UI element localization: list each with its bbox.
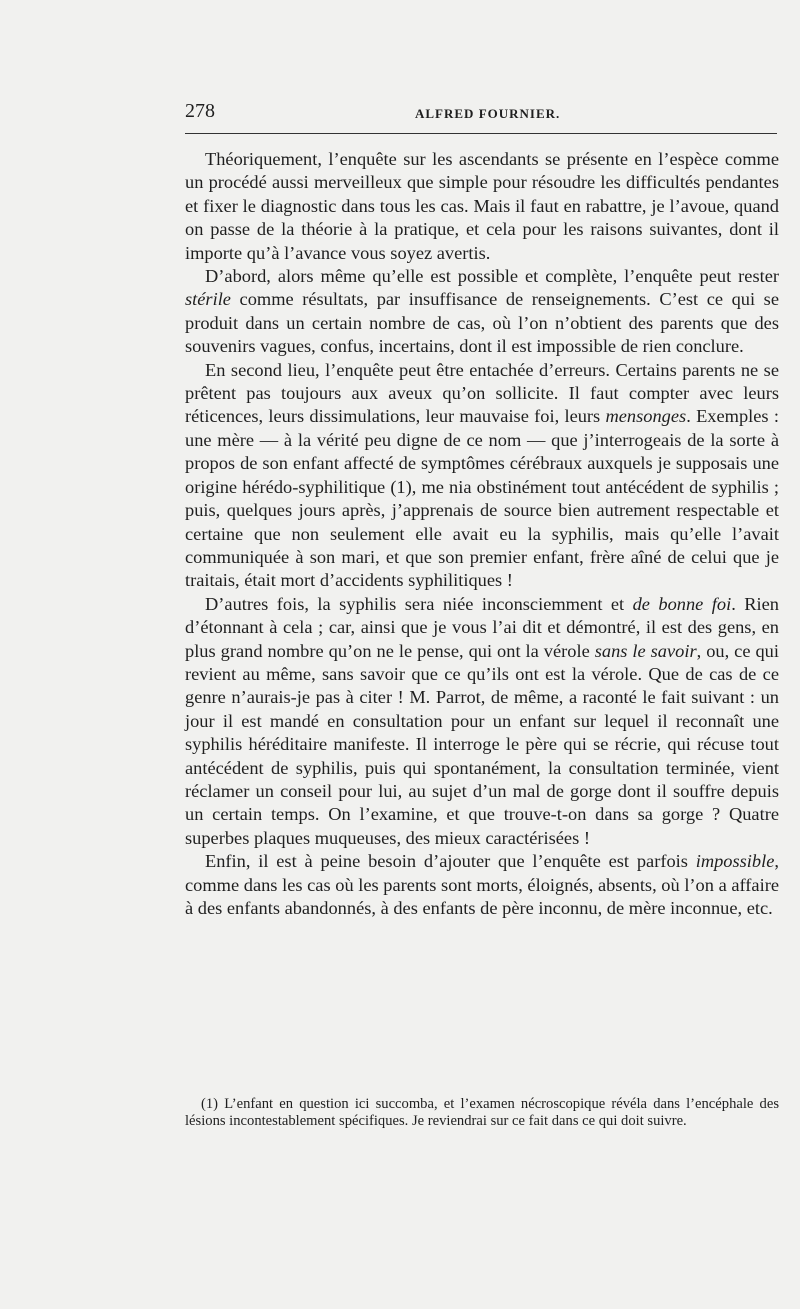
page-number: 278 bbox=[185, 100, 215, 122]
text-run: . Rien d’étonnant à cela ; car, ainsi que je vous l’ai dit et démontré, il est des gens, en plus grand nombre qu’on ne le pense, qui ont la vérole bbox=[185, 593, 779, 661]
text-run: , me nia obstinément tout antécédent de syphilis ; puis, quelques jours après, j’apprenais de source bien autrement respectable et certaine que non seulement elle avait eu la syphilis, mais qu’elle l’avait communiquée à son mari, et que son premier enfant, frère aîné de celui que je traitais, était mort d’accidents syphilitiques ! bbox=[185, 476, 779, 591]
text-run: D’autres fois, la syphilis sera niée inconsciemment et bbox=[205, 593, 633, 614]
paragraph bbox=[185, 359, 779, 593]
text-run: Théoriquement, l’enquête sur les ascendants se présente en l’espèce comme un procédé aussi merveilleux que simple pour résoudre les difficultés pendantes et fixer le diagnostic dans tous les cas. Mais il faut en rabattre, je l’avoue, quand on passe de la théorie à la pratique, et cela pour les raisons suivantes, dont il importe qu’à l’avance vous soyez avertis. bbox=[185, 149, 779, 263]
footnote: (1) L’enfant en question ici succomba, et l’examen nécroscopique révéla dans l’encéphale des lésions incontestablement spécifiques. Je reviendrai sur ce fait dans ce qui doit suivre. bbox=[185, 1096, 779, 1129]
page-header bbox=[185, 100, 775, 124]
body-text bbox=[185, 148, 779, 920]
paragraph bbox=[185, 148, 779, 265]
text-run: comme résultats, par insuffisance de renseignements. C’est ce qui se produit dans un certain nombre de cas, où l’on n’obtient des parents que des souvenirs vagues, confus, incertains, dont il est impossible de rien conclure. bbox=[185, 289, 779, 357]
italic-text: impossible bbox=[695, 851, 775, 872]
italic-text: mensonges bbox=[605, 406, 687, 427]
paragraph bbox=[185, 850, 779, 920]
paragraph bbox=[185, 593, 779, 850]
paragraph bbox=[185, 265, 779, 359]
text-run: D’abord, alors même qu’elle est possible et complète, l’enquête peut rester bbox=[205, 266, 779, 287]
text-run: , ou, ce qui revient au même, sans savoir que ce qu’ils ont est la vérole. Que de cas de ce genre n’aurais-je pas à citer ! M. Parrot, de même, a raconté le fait suivant : un jour il est mandé en consultation pour un enfant sur lequel il reconnaît une syphilis héréditaire manifeste. Il interroge le père qui se récrie, qui récuse tout antécédent de syphilis, puis qui spontanément, la consultation terminée, vient réclamer un conseil pour lui, au sujet d’un mal de gorge dont il souffre depuis un certain temps. On l’examine, et que trouve-t-on dans sa gorge ? Quatre superbes plaques muqueuses, des mieux caractérisées ! bbox=[185, 640, 779, 848]
italic-text: stérile bbox=[185, 289, 231, 310]
footnotes bbox=[185, 1096, 779, 1130]
italic-text: sans le savoir bbox=[594, 640, 697, 661]
text-run: En second lieu, l’enquête peut être entachée d’erreurs. Certains parents ne se prêtent pas toujours aux aveux qu’on sollicite. Il faut compter avec leurs réticences, leurs dissimulations, leur mauvaise foi, leurs bbox=[185, 359, 779, 427]
italic-text: de bonne foi bbox=[632, 593, 732, 614]
text-run: Enfin, il est à peine besoin d’ajouter que l’enquête est parfois bbox=[205, 851, 696, 872]
header-rule bbox=[185, 133, 777, 134]
running-title: ALFRED FOURNIER. bbox=[415, 106, 561, 121]
text-run: . Exemples : une mère — à la vérité peu digne de ce nom — que j’interrogeais de la sorte à propos de son enfant affecté de symptômes cérébraux auxquels je supposais une origine hérédo-syphilitique bbox=[185, 406, 779, 497]
footnote-reference: (1) bbox=[390, 476, 412, 497]
text-run: , comme dans les cas où les parents sont morts, éloignés, absents, où l’on a affaire à des enfants abandonnés, à des enfants de père inconnu, de mère inconnue, etc. bbox=[185, 851, 779, 918]
